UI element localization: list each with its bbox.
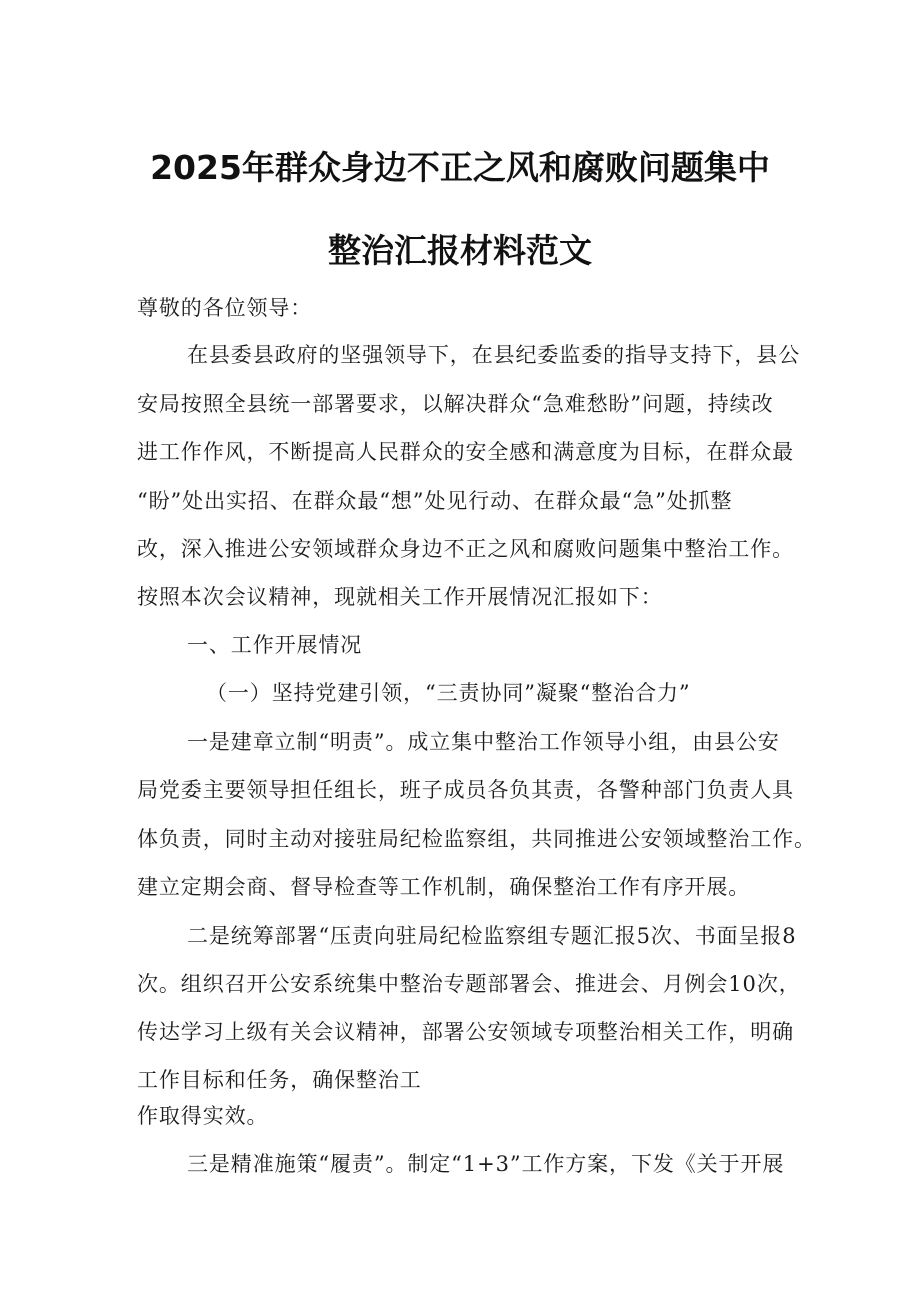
paragraph-line: 三是精准施策“履责”。制定“1+3”工作方案，下发《关于开展 [187, 1152, 785, 1176]
paragraph-line: 安局按照全县统一部署要求，以解决群众“急难愁盼”问题，持续改 [137, 392, 774, 416]
paragraph-line: 一是建章立制“明责”。成立集中整治工作领导小组，由县公安 [187, 730, 780, 754]
paragraph-line: 按照本次会议精神，现就相关工作开展情况汇报如下： [137, 585, 663, 609]
paragraph-line: “盼”处出实招、在群众最“想”处见行动、在群众最“急”处抓整 [137, 489, 733, 513]
paragraph-line: 传达学习上级有关会议精神，部署公安领域专项整治相关工作，明确 [137, 1020, 794, 1044]
paragraph-line: 局党委主要领导担任组长，班子成员各负其责，各警种部门负责人具 [137, 778, 794, 802]
paragraph-line: 作取得实效。 [137, 1104, 269, 1128]
paragraph-line: 工作目标和任务，确保整治工 [137, 1068, 422, 1092]
paragraph-line: 次。组织召开公安系统集中整治专题部署会、推进会、月例会10次， [137, 972, 801, 996]
paragraph-line: 体负责，同时主动对接驻局纪检监察组，共同推进公安领域整治工作。 [137, 827, 816, 851]
document-title-line-1: 2025年群众身边不正之风和腐败问题集中 [150, 148, 770, 187]
paragraph-line: 改，深入推进公安领域群众身边不正之风和腐败问题集中整治工作。 [137, 537, 794, 561]
section-heading: 一、工作开展情况 [187, 633, 363, 657]
paragraph-line: 二是统筹部署“压责向驻局纪检监察组专题汇报5次、书面呈报8 [187, 924, 797, 948]
paragraph-line: 建立定期会商、督导检查等工作机制，确保整治工作有序开展。 [137, 875, 751, 899]
subsection-heading: （一）坚持党建引领，“三责协同”凝聚“整治合力” [206, 681, 691, 705]
salutation: 尊敬的各位领导： [137, 296, 313, 320]
document-title-line-2: 整治汇报材料范文 [328, 231, 592, 270]
paragraph-line: 在县委县政府的坚强领导下，在县纪委监委的指导支持下，县公 [187, 343, 801, 367]
paragraph-line: 进工作作风，不断提高人民群众的安全感和满意度为目标，在群众最 [137, 440, 794, 464]
